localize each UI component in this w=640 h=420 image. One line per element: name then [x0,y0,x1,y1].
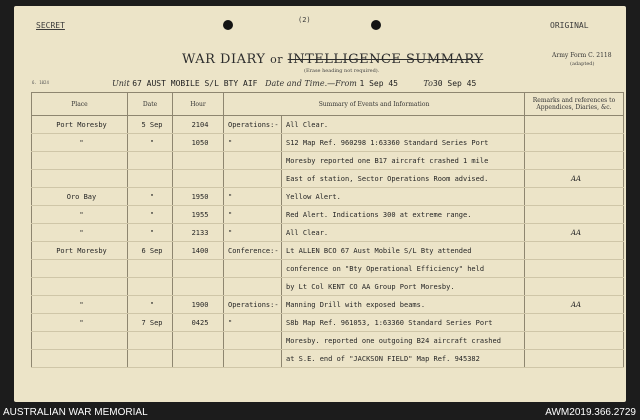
institution-label: AUSTRALIAN WAR MEMORIAL [3,407,148,418]
remark-initials: AA [525,296,624,314]
date-cell [128,350,173,368]
hour-cell [173,278,224,296]
place-cell [32,152,128,170]
place-cell: " [32,296,128,314]
category-cell: " [224,206,282,224]
summary-cell: Red Alert. Indications 300 at extreme range. [282,206,525,224]
hour-cell: 1955 [173,206,224,224]
to-value: 30 Sep 45 [432,79,477,88]
category-cell [224,260,282,278]
summary-cell: Yellow Alert. [282,188,525,206]
summary-cell: S8b Map Ref. 961053, 1:63360 Standard Series Port [282,314,525,332]
remark-initials [525,188,624,206]
date-cell: " [128,224,173,242]
remark-initials [525,152,624,170]
page-title [182,52,483,67]
unit-value: 67 AUST MOBILE S/L BTY AIF [132,79,258,88]
place-cell [32,278,128,296]
place-cell: " [32,206,128,224]
date-cell [128,170,173,188]
place-cell: " [32,314,128,332]
diary-row [32,278,624,296]
place-cell: " [32,224,128,242]
army-form: Army Form C. 2118 [552,52,612,59]
classification-stamp: SECRET [36,21,65,30]
date-cell [128,152,173,170]
hour-cell [173,152,224,170]
hour-cell: 2133 [173,224,224,242]
diary-row [32,116,624,134]
place-cell [32,260,128,278]
hour-cell: 1900 [173,296,224,314]
date-cell: " [128,296,173,314]
date-cell: 6 Sep [128,242,173,260]
place-cell [32,332,128,350]
hour-cell [173,350,224,368]
diary-row [32,152,624,170]
adapted-note: (adapted) [570,61,595,67]
title-struck: INTELLIGENCE SUMMARY [287,52,484,67]
category-cell [224,152,282,170]
category-cell [224,278,282,296]
hour-cell: 1950 [173,188,224,206]
remark-initials [525,278,624,296]
category-cell: " [224,134,282,152]
unit-label: Unit [112,79,130,88]
date-cell [128,278,173,296]
date-cell: " [128,188,173,206]
remark-initials [525,116,624,134]
remark-initials [525,206,624,224]
copy-status: ORIGINAL [550,21,589,30]
hour-cell: 2104 [173,116,224,134]
remark-initials [525,260,624,278]
diary-row [32,314,624,332]
hour-cell: 1050 [173,134,224,152]
punch-hole [223,20,233,30]
hour-cell: 1400 [173,242,224,260]
place-cell [32,350,128,368]
date-cell: 5 Sep [128,116,173,134]
summary-cell: at S.E. end of "JACKSON FIELD" Map Ref. 945382 [282,350,525,368]
date-cell: " [128,134,173,152]
to-label: To [423,79,433,88]
date-cell [128,260,173,278]
small-note: 6. 1024 [32,80,49,85]
summary-cell: East of station, Sector Operations Room advised. [282,170,525,188]
remark-initials [525,350,624,368]
category-cell: Operations:- [224,116,282,134]
diary-row [32,224,624,242]
hour-cell [173,332,224,350]
category-cell: " [224,314,282,332]
date-label: Date and Time.—From [265,79,357,88]
remark-initials [525,134,624,152]
date-cell: " [128,206,173,224]
category-cell [224,332,282,350]
diary-row [32,260,624,278]
summary-cell: Manning Drill with exposed beams. [282,296,525,314]
place-cell [32,170,128,188]
column-header-row [32,93,624,116]
date-cell: 7 Sep [128,314,173,332]
diary-row [32,170,624,188]
category-cell: Conference:- [224,242,282,260]
place-cell: Oro Bay [32,188,128,206]
diary-table [31,92,624,368]
column-header-place: Place [32,93,128,116]
diary-row [32,332,624,350]
remark-initials [525,332,624,350]
summary-cell: Moresby reported one B17 aircraft crashed 1 mile [282,152,525,170]
summary-cell: by Lt Col KENT CO AA Group Port Moresby. [282,278,525,296]
date-cell [128,332,173,350]
hour-cell [173,170,224,188]
page-number: (2) [298,16,311,24]
diary-row [32,134,624,152]
remark-initials: AA [525,170,624,188]
diary-row [32,188,624,206]
diary-row [32,350,624,368]
place-cell: Port Moresby [32,116,128,134]
summary-cell: All Clear. [282,224,525,242]
from-value: 1 Sep 45 [359,79,398,88]
category-cell: " [224,224,282,242]
remark-initials: AA [525,224,624,242]
column-header-summary: Summary of Events and Information [224,93,525,116]
diary-sheet [14,6,626,402]
punch-hole [371,20,381,30]
summary-cell: All Clear. [282,116,525,134]
category-cell [224,350,282,368]
erase-note: (Erase heading not required). [304,68,380,74]
column-header-date: Date [128,93,173,116]
category-cell [224,170,282,188]
reference-number: AWM2019.366.2729 [545,407,636,418]
summary-cell: S12 Map Ref. 960298 1:63360 Standard Series Port [282,134,525,152]
hour-cell [173,260,224,278]
remark-initials [525,314,624,332]
summary-cell: conference on "Bty Operational Efficiency" held [282,260,525,278]
hour-cell: 0425 [173,314,224,332]
place-cell: Port Moresby [32,242,128,260]
summary-cell: Moresby. reported one outgoing B24 aircraft crashed [282,332,525,350]
category-cell: " [224,188,282,206]
column-header-remarks: Remarks and references to Appendices, Diaries, &c. [525,93,624,116]
diary-row [32,242,624,260]
title-or: or [270,53,283,66]
unit-line [112,79,476,88]
diary-row [32,296,624,314]
remark-initials [525,242,624,260]
title-main: WAR DIARY [182,52,266,67]
category-cell: Operations:- [224,296,282,314]
column-header-hour: Hour [173,93,224,116]
summary-cell: Lt ALLEN BCO 67 Aust Mobile S/L Bty attended [282,242,525,260]
place-cell: " [32,134,128,152]
diary-row [32,206,624,224]
